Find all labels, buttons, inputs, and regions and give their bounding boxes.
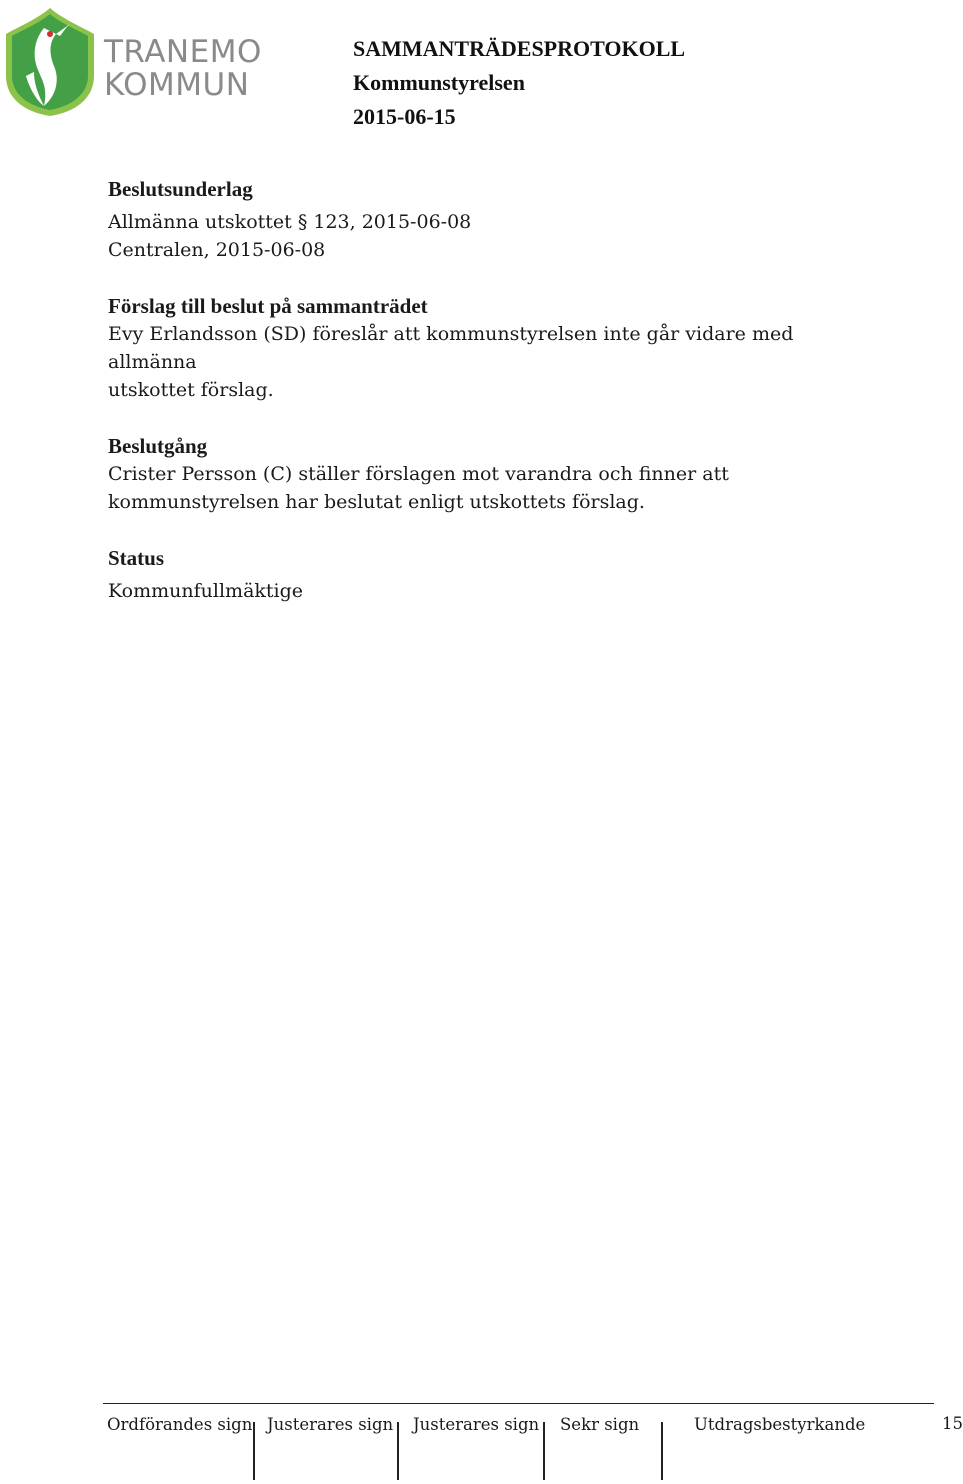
- section-line: Evy Erlandsson (SD) föreslår att kommunstyrelsen inte går vidare med allmänna: [108, 323, 794, 373]
- signature-divider: [253, 1422, 255, 1480]
- section-heading: Beslutsunderlag: [108, 177, 253, 201]
- logo-line-1: TRANEMO: [104, 34, 262, 70]
- footer-justerare-sign-1: Justerares sign: [267, 1415, 394, 1434]
- document-date: 2015-06-15: [353, 104, 456, 129]
- section-line: kommunstyrelsen har beslutat enligt utskottets förslag.: [108, 491, 645, 513]
- section-line: Kommunfullmäktige: [108, 580, 304, 602]
- section-line: Centralen, 2015-06-08: [108, 239, 326, 261]
- section-line: utskottet förslag.: [108, 379, 274, 401]
- section-line: Crister Persson (C) ställer förslagen mot varandra och finner att: [108, 463, 729, 485]
- document-content: [108, 175, 888, 633]
- section-line: Allmänna utskottet § 123, 2015-06-08: [108, 211, 472, 233]
- section-forslag: [108, 292, 888, 404]
- crane-shield-icon: [4, 6, 96, 118]
- signature-footer: [103, 1403, 934, 1484]
- footer-sekr-sign: Sekr sign: [560, 1415, 640, 1434]
- document-header: [353, 32, 685, 134]
- signature-divider: [661, 1422, 663, 1480]
- section-heading: Beslutgång: [108, 434, 208, 458]
- footer-justerare-sign-2: Justerares sign: [413, 1415, 540, 1434]
- logo-wordmark: [104, 36, 262, 102]
- signature-divider: [543, 1422, 545, 1480]
- municipality-logo: [4, 6, 274, 118]
- logo-line-2: KOMMUN: [104, 67, 250, 103]
- page-number: 15: [942, 1414, 963, 1433]
- section-heading: Status: [108, 546, 165, 570]
- signature-divider: [397, 1422, 399, 1480]
- section-status: [108, 544, 888, 605]
- document-body: Kommunstyrelsen: [353, 70, 525, 95]
- section-heading: Förslag till beslut på sammanträdet: [108, 294, 428, 318]
- footer-ordforande-sign: Ordförandes sign: [107, 1415, 253, 1434]
- document-title: SAMMANTRÄDESPROTOKOLL: [353, 36, 686, 61]
- section-beslutsunderlag: [108, 175, 888, 264]
- section-beslutgang: [108, 432, 888, 516]
- footer-utdragsbestyrkande: Utdragsbestyrkande: [694, 1415, 866, 1434]
